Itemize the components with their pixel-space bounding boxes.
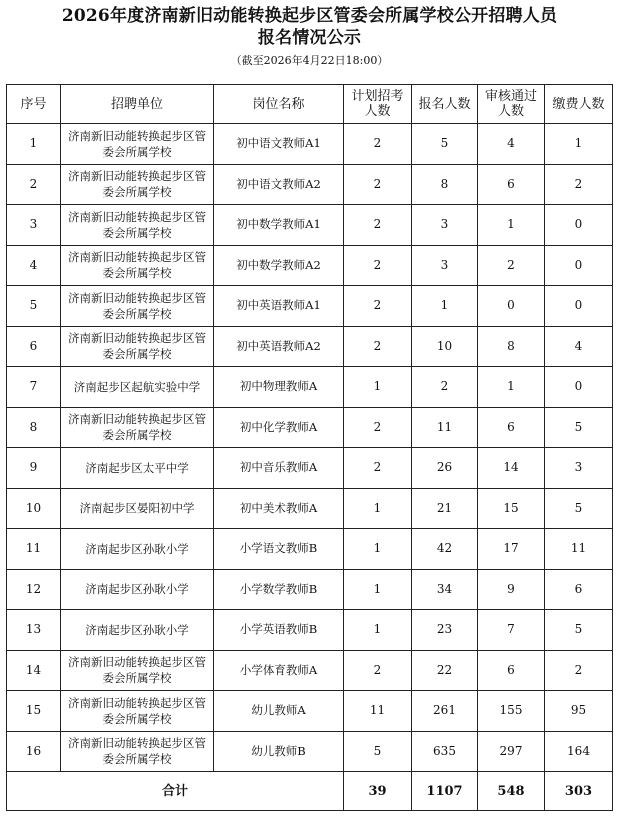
cell-no: 7 (7, 367, 61, 408)
cell-plan: 2 (344, 205, 412, 246)
cell-approved: 9 (478, 569, 545, 610)
cell-post: 初中化学教师A (214, 407, 344, 448)
cell-plan: 2 (344, 124, 412, 165)
cell-post: 初中音乐教师A (214, 448, 344, 489)
cell-approved: 8 (478, 326, 545, 367)
cell-approved: 155 (478, 691, 545, 732)
cell-approved: 6 (478, 650, 545, 691)
cell-post: 初中物理教师A (214, 367, 344, 408)
table-row (7, 488, 613, 529)
table-body (7, 124, 613, 772)
page-title (0, 5, 619, 49)
table-row (7, 691, 613, 732)
cell-plan: 2 (344, 326, 412, 367)
cell-paid: 5 (545, 407, 613, 448)
cell-unit: 济南新旧动能转换起步区管委会所属学校 (61, 245, 214, 286)
cell-no: 8 (7, 407, 61, 448)
cell-approved: 1 (478, 367, 545, 408)
cell-paid: 164 (545, 731, 613, 772)
cell-post: 小学数学教师B (214, 569, 344, 610)
cell-plan: 1 (344, 610, 412, 651)
cell-post: 初中美术教师A (214, 488, 344, 529)
cell-post: 小学语文教师B (214, 529, 344, 570)
table-row (7, 731, 613, 772)
table-row (7, 205, 613, 246)
cell-no: 12 (7, 569, 61, 610)
table-row (7, 124, 613, 165)
cell-plan: 2 (344, 650, 412, 691)
cell-post: 幼儿教师B (214, 731, 344, 772)
cell-approved: 6 (478, 407, 545, 448)
cell-post: 小学英语教师B (214, 610, 344, 651)
cell-paid: 5 (545, 488, 613, 529)
cell-unit: 济南新旧动能转换起步区管委会所属学校 (61, 731, 214, 772)
cell-post: 幼儿教师A (214, 691, 344, 732)
cell-unit: 济南起步区太平中学 (61, 448, 214, 489)
cell-no: 4 (7, 245, 61, 286)
cell-approved: 297 (478, 731, 545, 772)
cell-no: 2 (7, 164, 61, 205)
cell-no: 5 (7, 286, 61, 327)
cell-paid: 95 (545, 691, 613, 732)
cell-approved: 2 (478, 245, 545, 286)
cell-signup: 8 (412, 164, 478, 205)
cell-signup: 1 (412, 286, 478, 327)
cell-unit: 济南新旧动能转换起步区管委会所属学校 (61, 205, 214, 246)
total-paid: 303 (545, 772, 613, 811)
cell-approved: 4 (478, 124, 545, 165)
cell-plan: 1 (344, 529, 412, 570)
table-row (7, 326, 613, 367)
header-approved: 审核通过人数 (478, 85, 545, 124)
total-row (7, 772, 613, 811)
cell-plan: 2 (344, 245, 412, 286)
cell-post: 初中语文教师A2 (214, 164, 344, 205)
cell-paid: 2 (545, 164, 613, 205)
cell-paid: 6 (545, 569, 613, 610)
cell-unit: 济南起步区孙耿小学 (61, 610, 214, 651)
cell-signup: 42 (412, 529, 478, 570)
cell-plan: 1 (344, 569, 412, 610)
header-plan: 计划招考人数 (344, 85, 412, 124)
cell-no: 1 (7, 124, 61, 165)
cell-no: 13 (7, 610, 61, 651)
cell-post: 初中英语教师A2 (214, 326, 344, 367)
title-line-1: 2026年度济南新旧动能转换起步区管委会所属学校公开招聘人员 (61, 6, 558, 26)
cell-unit: 济南起步区起航实验中学 (61, 367, 214, 408)
cell-plan: 1 (344, 488, 412, 529)
cell-signup: 10 (412, 326, 478, 367)
cell-unit: 济南起步区孙耿小学 (61, 569, 214, 610)
cell-no: 14 (7, 650, 61, 691)
header-signup: 报名人数 (412, 85, 478, 124)
deadline-subtitle: （截至2026年4月22日18:00） (230, 54, 389, 67)
cell-unit: 济南新旧动能转换起步区管委会所属学校 (61, 164, 214, 205)
cell-post: 初中数学教师A1 (214, 205, 344, 246)
cell-post: 初中英语教师A1 (214, 286, 344, 327)
cell-paid: 0 (545, 205, 613, 246)
cell-signup: 2 (412, 367, 478, 408)
header-unit: 招聘单位 (61, 85, 214, 124)
cell-paid: 11 (545, 529, 613, 570)
table-row (7, 610, 613, 651)
cell-paid: 0 (545, 245, 613, 286)
cell-unit: 济南新旧动能转换起步区管委会所属学校 (61, 124, 214, 165)
table-row (7, 286, 613, 327)
cell-unit: 济南新旧动能转换起步区管委会所属学校 (61, 407, 214, 448)
registration-table (6, 84, 613, 811)
cell-approved: 15 (478, 488, 545, 529)
cell-approved: 1 (478, 205, 545, 246)
cell-plan: 2 (344, 407, 412, 448)
cell-paid: 1 (545, 124, 613, 165)
cell-signup: 3 (412, 245, 478, 286)
cell-signup: 26 (412, 448, 478, 489)
cell-paid: 2 (545, 650, 613, 691)
cell-unit: 济南新旧动能转换起步区管委会所属学校 (61, 326, 214, 367)
total-approved: 548 (478, 772, 545, 811)
cell-signup: 261 (412, 691, 478, 732)
cell-signup: 23 (412, 610, 478, 651)
header-post: 岗位名称 (214, 85, 344, 124)
cell-unit: 济南起步区孙耿小学 (61, 529, 214, 570)
cell-paid: 3 (545, 448, 613, 489)
cell-approved: 17 (478, 529, 545, 570)
cell-signup: 22 (412, 650, 478, 691)
cell-post: 初中数学教师A2 (214, 245, 344, 286)
table-row (7, 650, 613, 691)
cell-paid: 4 (545, 326, 613, 367)
cell-signup: 3 (412, 205, 478, 246)
cell-paid: 0 (545, 367, 613, 408)
cell-approved: 6 (478, 164, 545, 205)
cell-post: 小学体育教师A (214, 650, 344, 691)
cell-approved: 7 (478, 610, 545, 651)
table-row (7, 164, 613, 205)
title-line-2: 报名情况公示 (257, 28, 362, 48)
cell-signup: 5 (412, 124, 478, 165)
header-no: 序号 (7, 85, 61, 124)
cell-plan: 11 (344, 691, 412, 732)
cell-paid: 5 (545, 610, 613, 651)
cell-plan: 2 (344, 448, 412, 489)
cell-unit: 济南新旧动能转换起步区管委会所属学校 (61, 650, 214, 691)
cell-plan: 1 (344, 367, 412, 408)
cell-unit: 济南新旧动能转换起步区管委会所属学校 (61, 286, 214, 327)
total-label: 合计 (7, 772, 344, 811)
cell-post: 初中语文教师A1 (214, 124, 344, 165)
cell-no: 10 (7, 488, 61, 529)
cell-signup: 11 (412, 407, 478, 448)
cell-approved: 14 (478, 448, 545, 489)
table-row (7, 448, 613, 489)
table-row (7, 367, 613, 408)
cell-no: 6 (7, 326, 61, 367)
cell-no: 9 (7, 448, 61, 489)
cell-unit: 济南起步区晏阳初中学 (61, 488, 214, 529)
header-paid: 缴费人数 (545, 85, 613, 124)
table-header-row (7, 85, 613, 124)
cell-signup: 21 (412, 488, 478, 529)
total-plan: 39 (344, 772, 412, 811)
cell-plan: 5 (344, 731, 412, 772)
cell-signup: 635 (412, 731, 478, 772)
cell-no: 11 (7, 529, 61, 570)
cell-paid: 0 (545, 286, 613, 327)
total-signup: 1107 (412, 772, 478, 811)
cell-plan: 2 (344, 286, 412, 327)
cell-no: 15 (7, 691, 61, 732)
table-row (7, 245, 613, 286)
table-row (7, 407, 613, 448)
cell-approved: 0 (478, 286, 545, 327)
cell-no: 3 (7, 205, 61, 246)
cell-no: 16 (7, 731, 61, 772)
table-row (7, 529, 613, 570)
cell-plan: 2 (344, 164, 412, 205)
cell-unit: 济南新旧动能转换起步区管委会所属学校 (61, 691, 214, 732)
table-row (7, 569, 613, 610)
cell-signup: 34 (412, 569, 478, 610)
